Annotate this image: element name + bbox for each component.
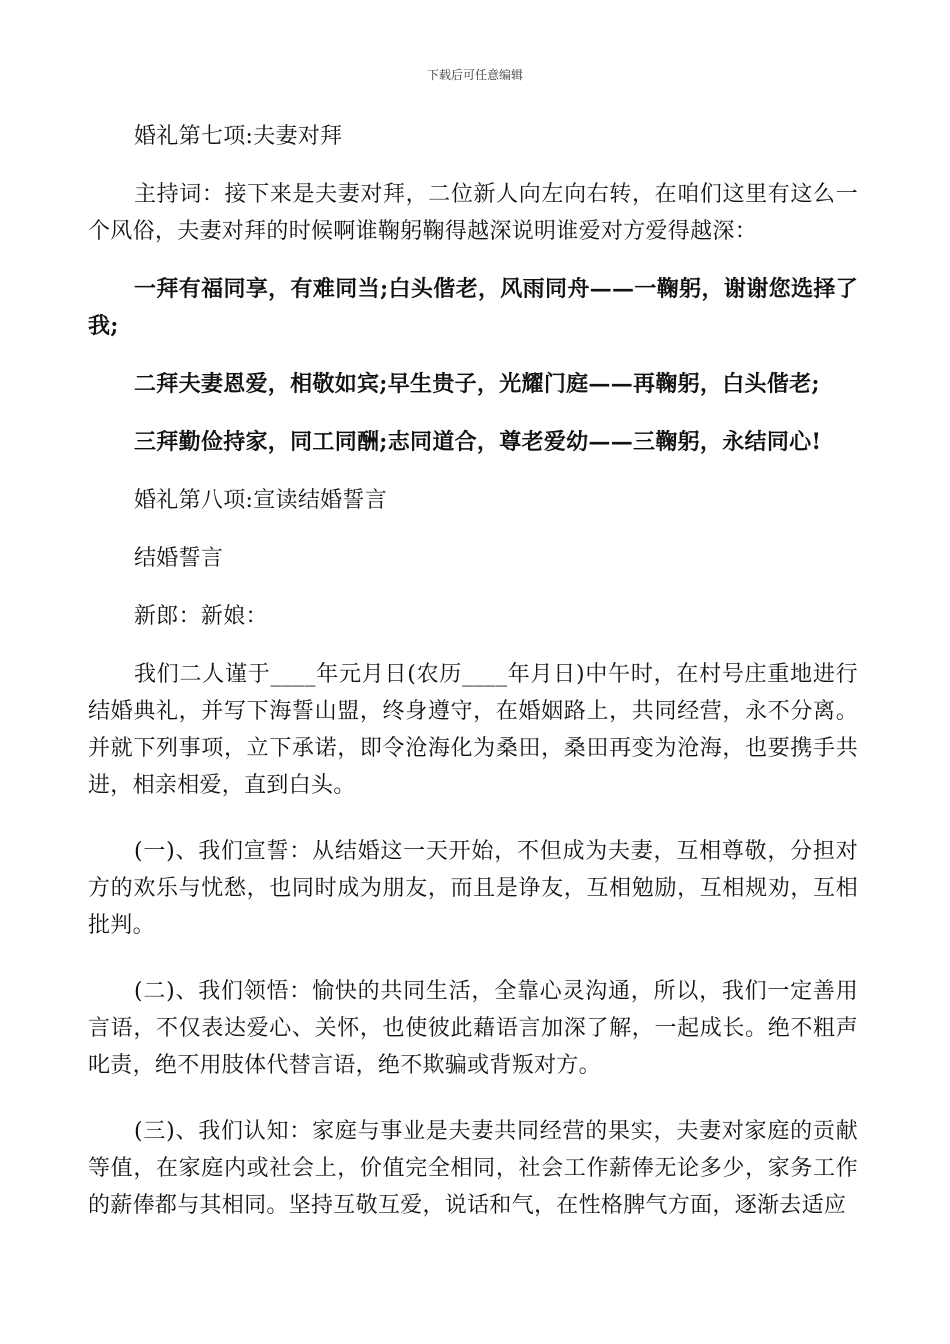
vow-intro-paragraph: 我们二人谨于____年元月日(农历____年月日)中午时，在村号庄重地进行结婚典礼，并写下海誓山盟，终身遵守，在婚姻路上，共同经营，永不分离。并就下列事项，立下承诺，即令沧海化为桑田，桑田再变为沧海，也要携手共进，相亲相爱，直到白头。	[88, 662, 858, 798]
first-bow-paragraph: 一拜有福同享，有难同当;白头偕老，风雨同舟——一鞠躬，谢谢您选择了我;	[88, 276, 858, 339]
groom-bride-line: 新郎：新娘：	[134, 604, 268, 629]
section-heading-seventh-item: 婚礼第七项:夫妻对拜	[134, 124, 343, 149]
vow-item-2-paragraph: (二)、我们领悟：愉快的共同生活，全靠心灵沟通，所以，我们一定善用言语，不仅表达爱心、关怀，也使彼此藉语言加深了解，一起成长。绝不粗声叱责，绝不用肢体代替言语，绝不欺骗或背叛对方。	[88, 979, 858, 1078]
document-body	[88, 118, 858, 1224]
second-bow-paragraph: 二拜夫妻恩爱，相敬如宾;早生贵子，光耀门庭——再鞠躬，白头偕老;	[134, 371, 820, 397]
page-header-note: 下载后可任意编辑	[426, 68, 523, 82]
vow-title: 结婚誓言	[134, 546, 224, 571]
vow-item-3-paragraph: (三)、我们认知：家庭与事业是夫妻共同经营的果实，夫妻对家庭的贡献等值，在家庭内或社会上，价值完全相同，社会工作薪俸无论多少，家务工作的薪俸都与其相同。坚持互敬互爱，说话和气，在性格脾气方面，逐渐去适应	[88, 1119, 858, 1218]
host-speech-paragraph: 主持词：接下来是夫妻对拜，二位新人向左向右转，在咱们这里有这么一个风俗，夫妻对拜的时候啊谁鞠躬鞠得越深说明谁爱对方爱得越深：	[88, 182, 858, 244]
section-heading-eighth-item: 婚礼第八项:宣读结婚誓言	[134, 488, 388, 513]
vow-item-1-paragraph: (一)、我们宣誓：从结婚这一天开始，不但成为夫妻，互相尊敬，分担对方的欢乐与忧愁，也同时成为朋友，而且是诤友，互相勉励，互相规劝，互相批判。	[88, 839, 858, 938]
third-bow-paragraph: 三拜勤俭持家，同工同酬;志同道合，尊老爱幼——三鞠躬，永结同心!	[134, 429, 822, 455]
